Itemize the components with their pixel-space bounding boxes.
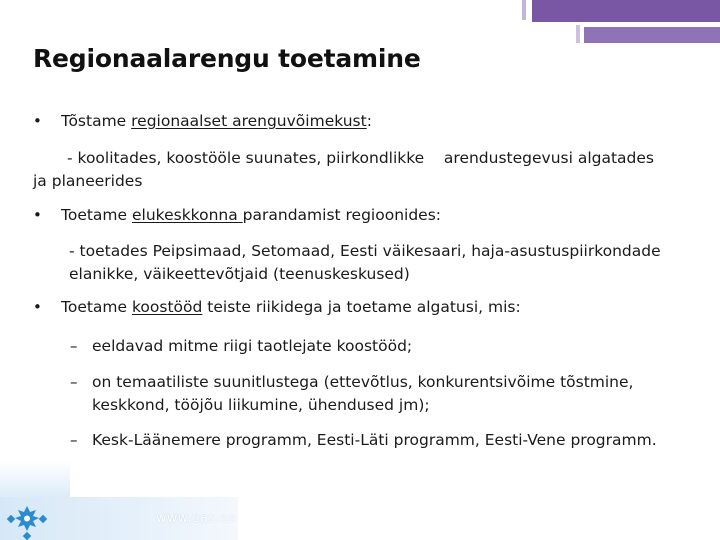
sub-item-line: on temaatiliste suunitlustega (ettevõtlus, konkurentsivõime tõstmine, [92, 373, 634, 391]
underlined-term: koostööd [132, 298, 203, 316]
bullet-1-detail-line: - koolitades, koostööle suunates, piirkondlikke arendustegevusi algatades [67, 149, 655, 167]
header-decoration-accent [522, 0, 526, 20]
header-decoration-bar [532, 0, 720, 22]
header-decoration-accent [576, 25, 580, 43]
underlined-term: regionaalset arenguvõimekust [131, 112, 367, 130]
sub-item-line: keskkond, tööjõu liikumine, ühendused jm); [92, 396, 430, 414]
bullet-1-text: Tõstame regionaalset arenguvõimekust: [61, 112, 372, 130]
slide-title: Regionaalarengu toetamine [33, 44, 421, 73]
footer-website-link[interactable]: www.eas.ee [156, 511, 236, 526]
footer-gradient [0, 460, 70, 500]
bullet-marker: • [33, 298, 42, 316]
dash-marker: – [70, 431, 78, 449]
dash-marker: – [70, 337, 78, 355]
header-decoration-bar [584, 27, 720, 43]
underlined-term: elukeskkonna [132, 206, 243, 224]
dash-marker: – [70, 373, 78, 391]
bullet-2-detail-line: elanikke, väikeettevõtjaid (teenuskeskused) [69, 265, 410, 283]
sub-item-line: Kesk-Läänemere programm, Eesti-Läti programm, Eesti-Vene programm. [92, 431, 657, 449]
bullet-2-detail-line: - toetades Peipsimaad, Setomaad, Eesti väikesaari, haja-asustuspiirkondade [69, 242, 661, 260]
bullet-1-detail-line: ja planeerides [33, 172, 143, 190]
eas-logo-icon [4, 502, 50, 540]
bullet-3-text: Toetame koostööd teiste riikidega ja toetame algatusi, mis: [61, 298, 521, 316]
sub-item-line: eeldavad mitme riigi taotlejate koostööd; [92, 337, 413, 355]
bullet-marker: • [33, 112, 42, 130]
bullet-2-text: Toetame elukeskkonna parandamist regioonides: [61, 206, 442, 224]
bullet-marker: • [33, 206, 42, 224]
